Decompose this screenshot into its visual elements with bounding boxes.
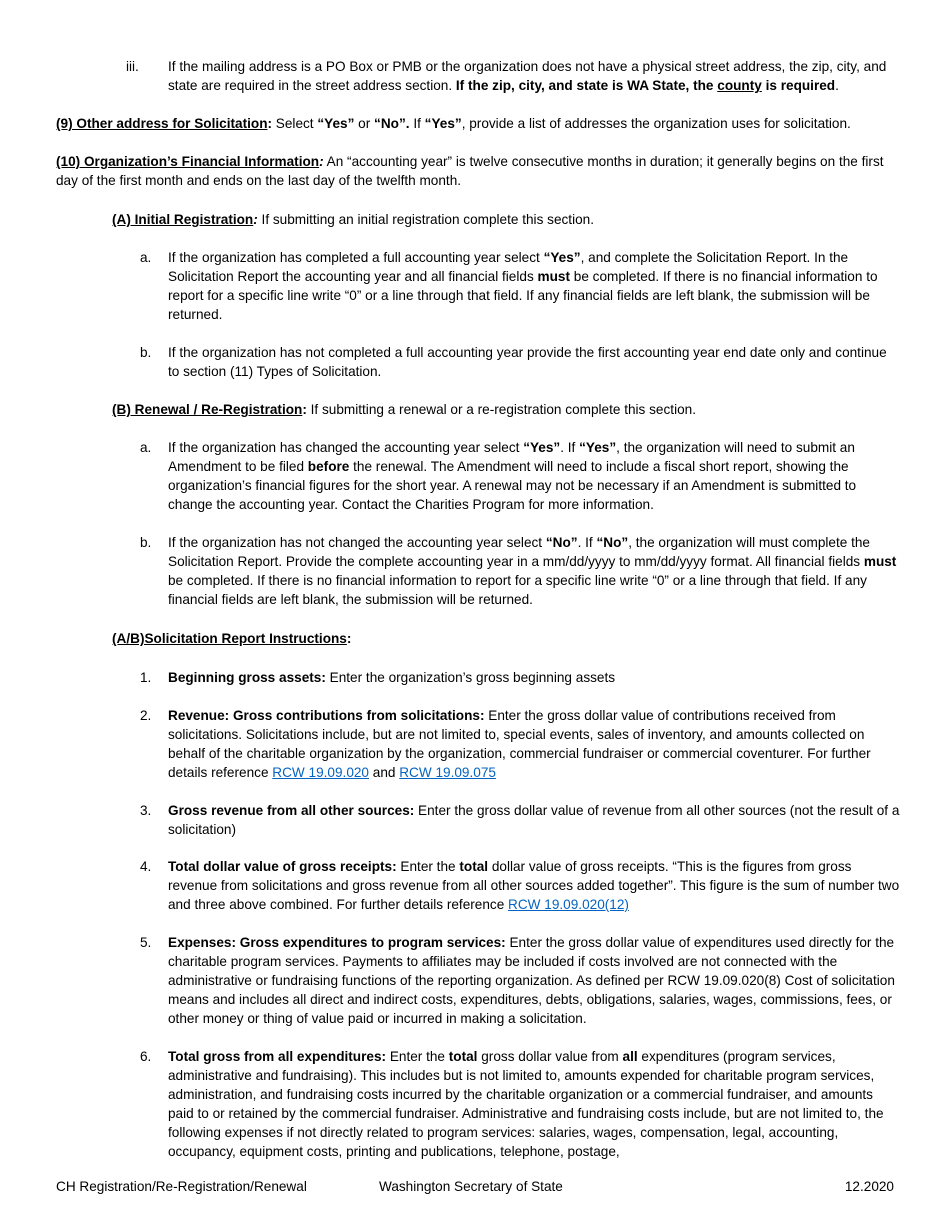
section-a-paragraph: (A) Initial Registration: If submitting an initial registration complete this section. [112,212,594,227]
rcw-19-09-075-link[interactable]: RCW 19.09.075 [399,765,496,780]
list-item-iii [126,57,896,95]
list-number: 3. [140,803,152,818]
section-10-heading: (10) Organization’s Financial Information [56,154,320,169]
solicitation-report-heading: (A/B)Solicitation Report Instructions: [112,631,352,646]
list-number: iii. [126,59,139,74]
section-b-heading: (B) Renewal / Re-Registration [112,402,303,417]
list-text: Beginning gross assets: Enter the organization’s gross beginning assets [168,670,616,685]
instruction-item-2 [140,706,900,782]
list-number: 1. [140,670,152,685]
list-number: 4. [140,859,152,874]
footer-left: CH Registration/Re-Registration/Renewal [56,1179,307,1194]
section-10-paragraph: (10) Organization’s Financial Information: An “accounting year” is twelve consecutive months in duration; it generally begins on the first day of the first month and ends on the last day of the twelfth month. [56,154,884,188]
rcw-19-09-020-link[interactable]: RCW 19.09.020 [272,765,369,780]
list-text: If the organization has not completed a full accounting year provide the first accounting year end date only and continue to section (11) Types of Solicitation. [168,345,887,379]
section-b-paragraph: (B) Renewal / Re-Registration: If submitting a renewal or a re-registration complete this section. [112,402,696,417]
section-a-heading: (A) Initial Registration [112,212,254,227]
list-text: Expenses: Gross expenditures to program services: Enter the gross dollar value of expenditures used directly for the charitable program services. Payments to affiliates may be included if costs involved are not connected with the administrative or fundraising functions of the reporting organization. As defined per RCW 19.09.020(8) Cost of solicitation means and includes all direct and indirect costs, expenditures, debts, obligations, salaries, wages, commissions, fees, or other money or thing of value paid or incurred in making a solicitation. [168,935,895,1026]
rcw-19-09-020-12-link[interactable]: RCW 19.09.020(12) [508,897,629,912]
list-text: If the organization has not changed the accounting year select “No”. If “No”, the organization will must complete the Solicitation Report. Provide the complete accounting year in a mm/dd/yyyy to mm/dd/yyyy format. All financial fields must be completed. If there is no financial information to report for a specific line write “0” or a line through that field. If any financial fields are left blank, the submission will be returned. [168,535,897,607]
list-number: 2. [140,708,152,723]
section-9-paragraph: (9) Other address for Solicitation: Select “Yes” or “No”. If “Yes”, provide a list of addresses the organization uses for solicitation. [56,116,851,131]
instruction-item-1 [140,668,900,687]
section-a-item-a [140,248,892,324]
list-text: Total gross from all expenditures: Enter the total gross dollar value from all expenditures (program services, administrative and fundraising). This includes but is not limited to, amounts expended for charitable program services, administration, and fundraising costs incurred by the charitable organization or a commercial fundraiser, and amounts paid to or retained by the commercial fundraiser. Administrative and fundraising costs include, but are not limited to, the following expenses if not directly related to program services: salaries, wages, compensation, legal, accounting, occupancy, equipment costs, printing and publications, telephone, postage, [168,1049,884,1159]
list-text: Total dollar value of gross receipts: Enter the total dollar value of gross receipts. “This is the figures from gross revenue from solicitations and gross revenue from all other sources added together”. This figure is the sum of number two and three above combined. For further details reference RCW 19.09.020(12) [168,859,900,912]
instruction-item-4 [140,857,900,914]
list-number: b. [140,535,152,550]
instruction-item-3 [140,801,900,839]
list-text: If the organization has changed the accounting year select “Yes”. If “Yes”, the organization will need to submit an Amendment to be filed before the renewal. The Amendment will need to include a fiscal short report, showing the organization’s financial figures for the short year. A renewal may not be necessary if an Amendment is submitted to change the accounting year. Contact the Charities Program for more information. [168,440,857,512]
section-9-heading: (9) Other address for Solicitation [56,116,268,131]
list-number: b. [140,345,152,360]
list-number: 6. [140,1049,152,1064]
instruction-item-5 [140,933,900,1028]
section-a-item-b [140,343,892,381]
list-text: If the organization has completed a full accounting year select “Yes”, and complete the Solicitation Report. In the Solicitation Report the accounting year and all financial fields must be completed. If there is no financial information to report for a specific line write “0” or a line through that field. If any financial fields are left blank, the submission will be returned. [168,250,878,322]
footer-center: Washington Secretary of State [379,1179,563,1194]
footer-date: 12.2020 [844,1179,894,1194]
list-number: a. [140,440,152,455]
list-number: a. [140,250,152,265]
section-b-item-a [140,438,900,514]
list-text: If the mailing address is a PO Box or PMB or the organization does not have a physical street address, the zip, city, and state are required in the street address section. If the zip, city, and state is WA State, the county is required. [168,59,887,93]
list-text: Revenue: Gross contributions from solicitations: Enter the gross dollar value of contributions received from solicitations. Solicitations include, but are not limited to, special events, sales of inventory, and amounts collected on behalf of the charitable organization by the organization, commercial fundraiser or commercial coventurer. For further details reference RCW 19.09.020 and RCW 19.09.075 [168,708,871,780]
instruction-item-6 [140,1047,900,1161]
list-number: 5. [140,935,152,950]
section-b-item-b [140,533,900,609]
list-text: Gross revenue from all other sources: Enter the gross dollar value of revenue from all other sources (not the result of a solicitation) [168,803,900,837]
